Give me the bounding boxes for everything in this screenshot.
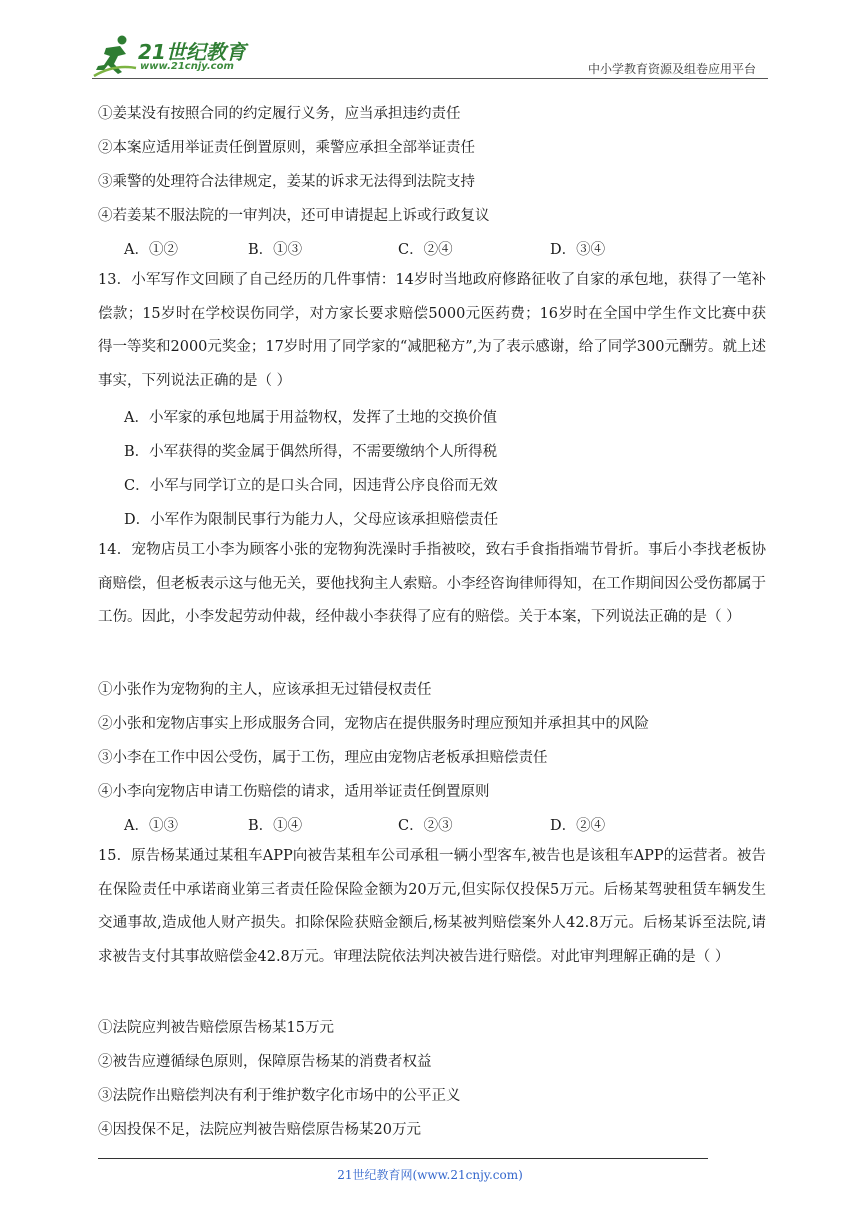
q12-option-b: B．①③ xyxy=(248,242,303,258)
footer-divider xyxy=(98,1158,708,1159)
q14-stem: 14．宠物店员工小李为顾客小张的宠物狗洗澡时手指被咬，致右手食指指端节骨折。事后小李找老板协商赔偿，但老板表示这与他无关，要他找狗主人索赔。小李经咨询律师得知，在工作期间因公受伤都属于工伤。因此，小李发起劳动仲裁，经仲裁小李获得了应有的赔偿。关于本案，下列说法正确的是（ ） xyxy=(98,542,766,625)
q13-option-a: A．小军家的承包地属于用益物权，发挥了土地的交换价值 xyxy=(124,410,497,426)
q12-statement-2: ②本案应适用举证责任倒置原则，乘警应承担全部举证责任 xyxy=(98,140,475,156)
q15-statement-2: ②被告应遵循绿色原则，保障原告杨某的消费者权益 xyxy=(98,1054,432,1070)
q13-stem: 13．小军写作文回顾了自己经历的几件事情：14岁时当地政府修路征收了自家的承包地，获得了一笔补偿款；15岁时在学校误伤同学，对方家长要求赔偿5000元医药费；16岁时在全国中学生作文比赛中获得一等奖和2000元奖金；17岁时用了同学家的“减肥秘方”,为了表示感谢，给了同学300元酬劳。就上述事实，下列说法正确的是（ ） xyxy=(98,272,766,389)
brand-name: 21世纪教育 xyxy=(138,40,246,64)
q15-statement-3: ③法院作出赔偿判决有利于维护数字化市场中的公平正义 xyxy=(98,1088,461,1104)
q15-statement-4: ④因投保不足，法院应判被告赔偿原告杨某20万元 xyxy=(98,1122,421,1138)
q14-statement-2: ②小张和宠物店事实上形成服务合同，宠物店在提供服务时理应预知并承担其中的风险 xyxy=(98,716,649,732)
platform-name: 中小学教育资源及组卷应用平台 xyxy=(587,62,756,76)
q14-option-b: B．①④ xyxy=(248,818,303,834)
q14-statement-3: ③小李在工作中因公受伤，属于工伤，理应由宠物店老板承担赔偿责任 xyxy=(98,750,548,766)
q12-option-a: A．①② xyxy=(124,242,178,258)
brand-site: www.21cnjy.com xyxy=(140,61,234,72)
q13-option-b: B．小军获得的奖金属于偶然所得，不需要缴纳个人所得税 xyxy=(124,444,498,460)
runner-logo-icon xyxy=(92,34,138,78)
q13-option-c: C．小军与同学订立的是口头合同，因违背公序良俗而无效 xyxy=(124,478,498,494)
page-header xyxy=(0,0,860,80)
q12-statement-4: ④若姜某不服法院的一审判决，还可申请提起上诉或行政复议 xyxy=(98,208,490,224)
q14-option-c: C．②③ xyxy=(398,818,453,834)
q12-option-d: D．③④ xyxy=(550,242,606,258)
logo xyxy=(92,34,262,78)
q12-statement-1: ①姜某没有按照合同的约定履行义务，应当承担违约责任 xyxy=(98,106,461,122)
q13-option-d: D．小军作为限制民事行为能力人，父母应该承担赔偿责任 xyxy=(124,512,499,528)
header-divider xyxy=(92,78,768,79)
footer-site: 21世纪教育网(www.21cnjy.com) xyxy=(337,1168,523,1182)
q12-statement-3: ③乘警的处理符合法律规定，姜某的诉求无法得到法院支持 xyxy=(98,174,475,190)
q12-option-c: C．②④ xyxy=(398,242,453,258)
q14-statement-1: ①小张作为宠物狗的主人，应该承担无过错侵权责任 xyxy=(98,682,432,698)
q15-stem: 15．原告杨某通过某租车APP向被告某租车公司承租一辆小型客车,被告也是该租车APP的运营者。被告在保险责任中承诺商业第三者责任险保险金额为20万元,但实际仅投保5万元。后杨某驾驶租赁车辆发生交通事故,造成他人财产损失。扣除保险获赔金额后,杨某被判赔偿案外人42.8万元。后杨某诉至法院,请求被告支付其事故赔偿金42.8万元。审理法院依法判决被告进行赔偿。对此审判理解正确的是（ ） xyxy=(98,848,766,965)
q15-statement-1: ①法院应判被告赔偿原告杨某15万元 xyxy=(98,1020,334,1036)
q14-option-a: A．①③ xyxy=(124,818,178,834)
q14-option-d: D．②④ xyxy=(550,818,606,834)
q14-statement-4: ④小李向宠物店申请工伤赔偿的请求，适用举证责任倒置原则 xyxy=(98,784,490,800)
